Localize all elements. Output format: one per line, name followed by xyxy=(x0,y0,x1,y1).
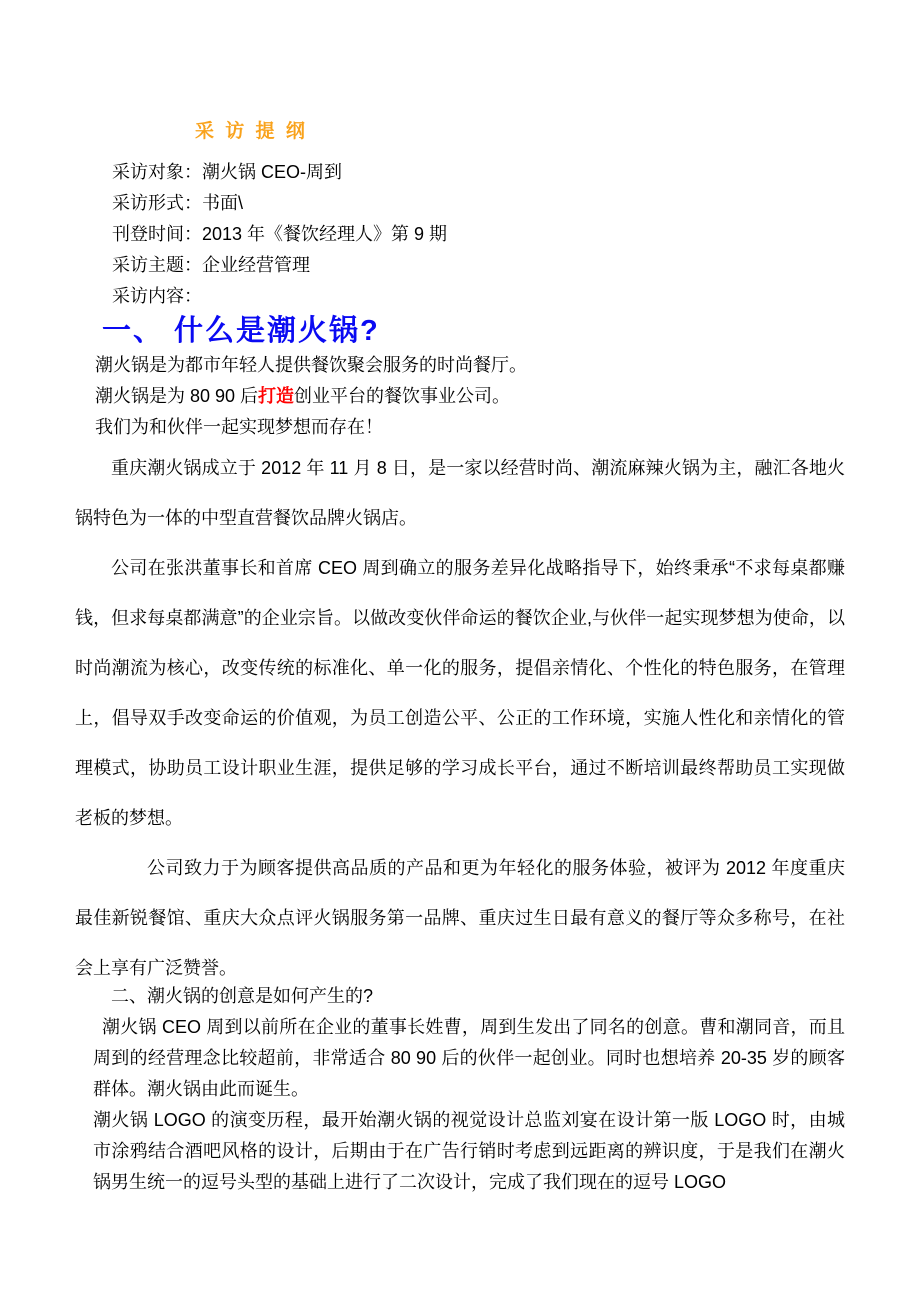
statement-platform xyxy=(95,381,845,412)
paragraph-company-founding: 重庆潮火锅成立于 2012 年 11 月 8 日，是一家以经营时尚、潮流麻辣火锅为主，融汇各地火锅特色为一体的中型直营餐饮品牌火锅店。 xyxy=(75,458,845,528)
statements-block xyxy=(75,350,845,443)
section2-block xyxy=(93,981,845,1198)
section1-body xyxy=(75,443,845,993)
paragraph-logo-evolution: 潮火锅 LOGO 的演变历程，最开始潮火锅的视觉设计总监刘宴在设计第一版 LOGO 时，由城市涂鸦结合酒吧风格的设计，后期由于在广告行销时考虑到远距离的辨识度，于是我们在潮火锅男生统一的逗号头型的基础上进行了二次设计，完成了我们现在的逗号 LOGO xyxy=(93,1110,845,1192)
meta-line-subject: 采访对象：潮火锅 CEO-周到 xyxy=(112,162,342,182)
paragraph-company-awards: 公司致力于为顾客提供高品质的产品和更为年轻化的服务体验，被评为 2012 年度重庆最佳新锐餐馆、重庆大众点评火锅服务第一品牌、重庆过生日最有意义的餐厅等众多称号，在社会上享有广泛赞誉。 xyxy=(75,858,845,978)
paragraph-idea-origin: 潮火锅 CEO 周到以前所在企业的董事长姓曹，周到生发出了同名的创意。曹和潮同音，而且周到的经营理念比较超前，非常适合 80 90 后的伙伴一起创业。同时也想培养 20-35 岁的顾客群体。潮火锅由此而诞生。 xyxy=(93,1017,845,1099)
doc-title: 采 访 提 纲 xyxy=(195,121,308,142)
statement-platform-highlight: 打造 xyxy=(258,386,295,406)
meta-line-content: 采访内容： xyxy=(112,286,202,306)
statement-platform-post: 创业平台的餐饮事业公司。 xyxy=(294,386,511,406)
statement-dream: 我们为和伙伴一起实现梦想而存在！ xyxy=(95,417,383,437)
meta-line-topic: 采访主题：企业经营管理 xyxy=(112,255,310,275)
meta-block xyxy=(75,157,845,312)
paragraph-company-mission: 公司在张洪董事长和首席 CEO 周到确立的服务差异化战略指导下，始终秉承“不求每桌都赚钱，但求每桌都满意”的企业宗旨。以做改变伙伴命运的餐饮企业,与伙伴一起实现梦想为使命，以时尚潮流为核心，改变传统的标准化、单一化的服务，提倡亲情化、个性化的特色服务，在管理上，倡导双手改变命运的价值观，为员工创造公平、公正的工作环境，实施人性化和亲情化的管理模式，协助员工设计职业生涯，提供足够的学习成长平台，通过不断培训最终帮助员工实现做老板的梦想。 xyxy=(75,558,845,828)
section1-heading: 一、 什么是潮火锅? xyxy=(102,315,380,347)
meta-line-publish: 刊登时间：2013 年《餐饮经理人》第 9 期 xyxy=(112,224,448,244)
section2-heading: 二、潮火锅的创意是如何产生的? xyxy=(111,986,374,1006)
statement-platform-pre: 潮火锅是为 80 90 后 xyxy=(95,386,259,406)
statement-restaurant: 潮火锅是为都市年轻人提供餐饮聚会服务的时尚餐厅。 xyxy=(95,355,527,375)
meta-line-format: 采访形式：书面\ xyxy=(112,193,244,213)
